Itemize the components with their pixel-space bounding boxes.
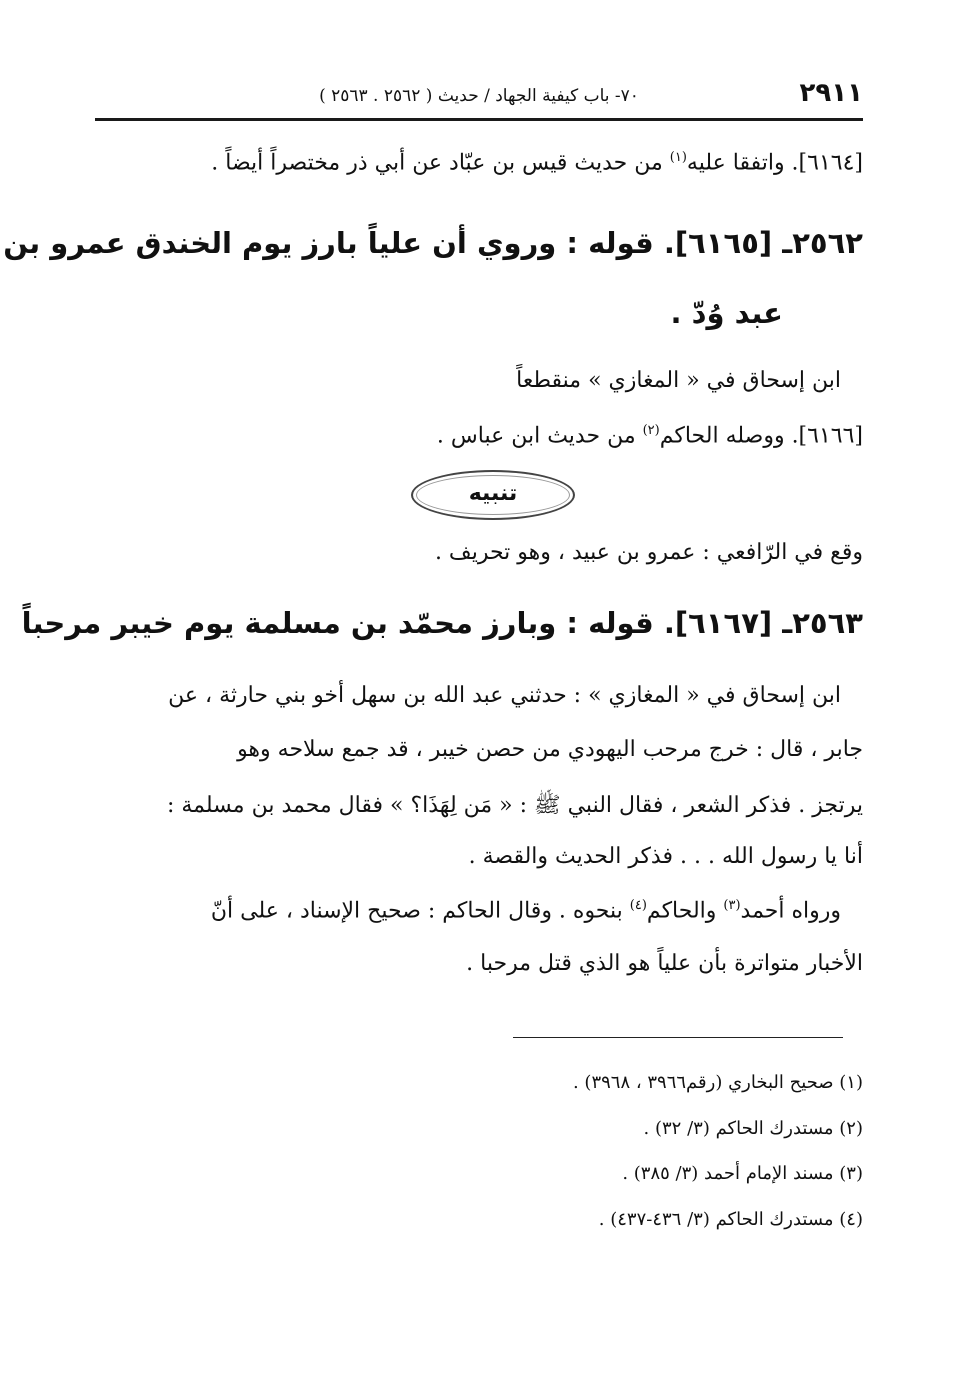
page-number: ٢٩١١ [799, 78, 863, 108]
hadith-2563-heading: ٢٥٦٣ـ [٦١٦٧]. قوله : وبارز محمّد بن مسلمة يوم خيبر مرحباً [21, 606, 863, 640]
hadith-2563-line-4: أنا يا رسول الله . . . فذكر الحديث والقصة . [468, 844, 863, 869]
intro-text: [٦١٦٤]. واتفقا عليه [686, 150, 863, 176]
hadith-2563-line-5 [95, 898, 863, 923]
hadith-2563-line-1: ابن إسحاق في « المغازي » : حدثني عبد الله بن سهل أخو بني حارثة ، عن [168, 683, 841, 708]
note-badge: تنبيه [411, 470, 575, 520]
footnote-1: (١) صحيح البخاري (رقم٣٩٦٦ ، ٣٩٦٨) . [572, 1072, 863, 1093]
hadith-2562-hakim [95, 423, 863, 448]
footnote-ref-3: (٣) [723, 898, 741, 913]
book-page [3, 0, 863, 1387]
footnote-4: (٤) مستدرك الحاكم (٣/ ٤٣٦-٤٣٧) . [598, 1209, 863, 1230]
intro-line [95, 150, 863, 175]
footnote-3: (٣) مسند الإمام أحمد (٣/ ٣٨٥) . [622, 1163, 863, 1184]
hadith-2563-line-2: جابر ، قال : خرج مرحب اليهودي من حصن خيبر ، قد جمع سلاحه وهو [237, 737, 863, 762]
footnote-ref-2: (٢) [642, 423, 660, 438]
note-text: وقع في الرّافعي : عمرو بن عبيد ، وهو تحريف . [434, 540, 863, 565]
hadith-2562-hakim-cont: من حديث ابن عباس . [436, 423, 643, 449]
hadith-2563-line-5-cont: بنحوه . وقال الحاكم : صحيح الإسناد ، على أنّ [210, 898, 630, 924]
footnote-ref-4: (٤) [629, 898, 647, 913]
footnote-ref-1: (١) [669, 150, 687, 165]
hakim-text: والحاكم [646, 898, 724, 924]
hadith-2563-line-3: يرتجز . فذكر الشعر ، فقال النبي ﷺ : « مَن لِهَذَا؟ » فقال محمد بن مسلمة : [166, 793, 863, 818]
footnote-2: (٢) مستدرك الحاكم (٣/ ٣٢) . [643, 1118, 863, 1139]
intro-text-cont: من حديث قيس بن عبّاد عن أبي ذر مختصراً أيضاً . [211, 150, 670, 176]
footnote-separator [513, 1037, 843, 1038]
hadith-2562-hakim-text: [٦١٦٦]. ووصله الحاكم [659, 423, 863, 449]
hadith-2563-line-6: الأخبار متواترة بأن علياً هو الذي قتل مرحبا . [466, 951, 863, 976]
chapter-title: ٧٠- باب كيفية الجهاد / حديث ( ٢٥٦٢ . ٢٥٦٣ ) [319, 86, 639, 106]
hadith-2562-source: ابن إسحاق في « المغازي » منقطعاً [516, 368, 841, 393]
hadith-2562-heading-cont: عبد وُدّ . [670, 296, 783, 330]
hadith-2562-heading: ٢٥٦٢ـ [٦١٦٥]. قوله : وروي أن علياً بارز يوم الخندق عمرو بن [3, 226, 863, 260]
running-header [95, 78, 863, 121]
ahmad-text: ورواه أحمد [740, 898, 841, 924]
